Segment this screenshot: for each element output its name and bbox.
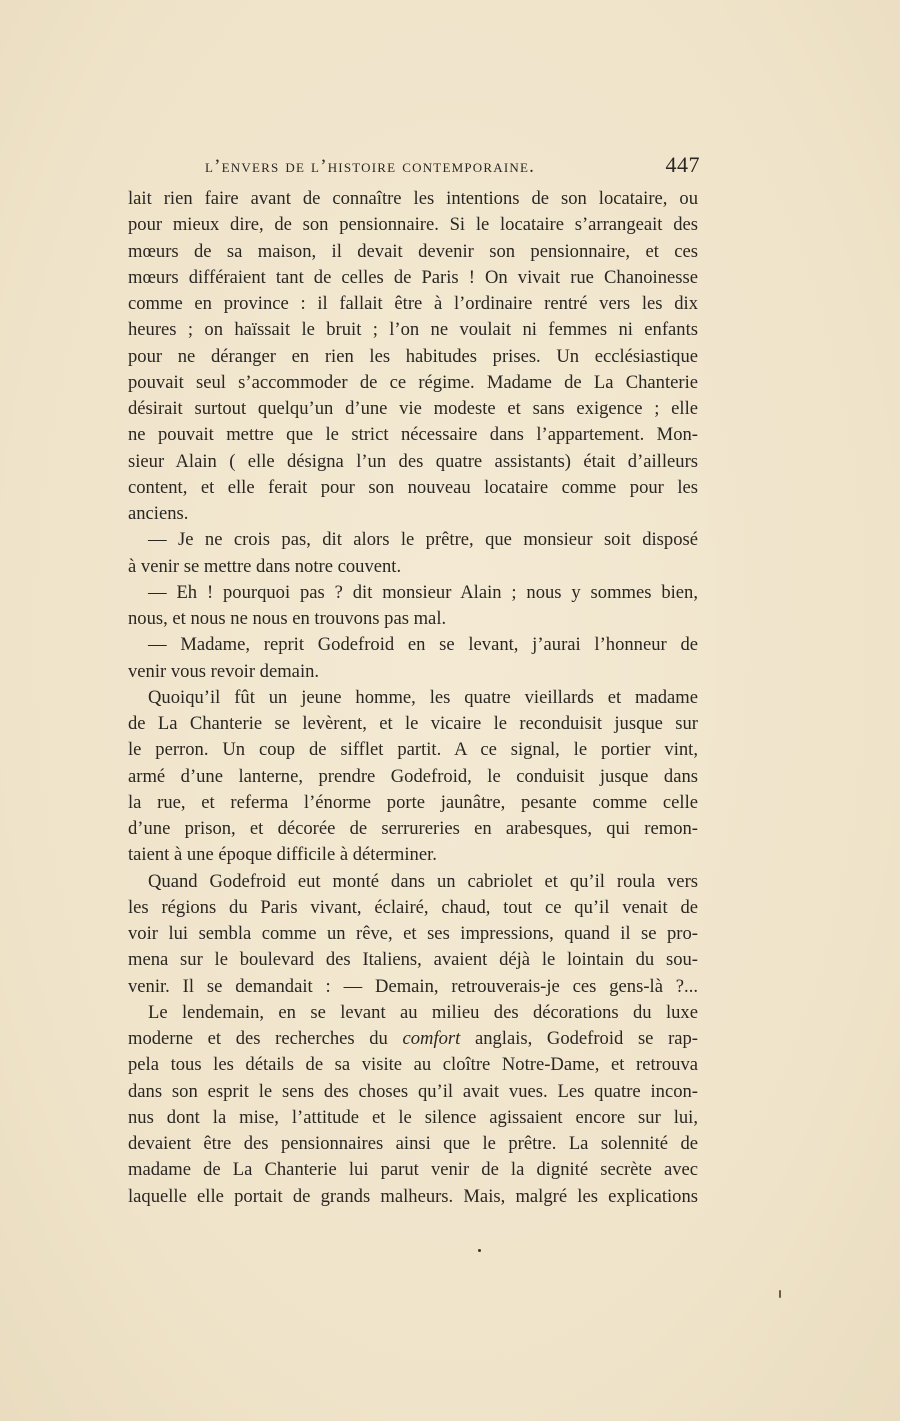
text-line: nus dont la mise, l’attitude et le silence agissaient encore sur lui,	[128, 1106, 698, 1128]
text-line: désirait surtout quelqu’un d’une vie modeste et sans exigence ; elle	[128, 398, 698, 419]
text-line: nous, et nous ne nous en trouvons pas mal.	[128, 608, 447, 629]
text-line: laquelle elle portait de grands malheurs. Mais, malgré les explications	[128, 1185, 698, 1207]
text-line: — Eh ! pourquoi pas ? dit monsieur Alain ; nous y sommes bien,	[148, 581, 698, 603]
text-line: comme en province : il fallait être à l’ordinaire rentré vers les dix	[128, 293, 698, 314]
text-line: à venir se mettre dans notre couvent.	[128, 555, 402, 577]
text-line: venir. Il se demandait : — Demain, retrouverais-je ces gens-là ?...	[128, 975, 698, 997]
text-line: Quoiqu’il fût un jeune homme, les quatre vieillards et madame	[148, 686, 698, 708]
text-line: mena sur le boulevard des Italiens, avaient déjà le lointain du sou-	[128, 949, 698, 971]
text-line: ne pouvait mettre que le strict nécessaire dans l’appartement. Mon-	[128, 424, 698, 446]
text-line: mœurs de sa maison, il devait devenir son pensionnaire, et ces	[128, 240, 698, 262]
text-line: moderne et des recherches du comfort anglais, Godefroid se rap-	[128, 1028, 698, 1049]
text-line: d’une prison, et décorée de serrureries en arabesques, qui remon-	[128, 818, 698, 839]
text-line: armé d’une lanterne, prendre Godefroid, le conduisit jusque dans	[128, 765, 698, 787]
text-line: les régions du Paris vivant, éclairé, chaud, tout ce qu’il venait de	[128, 896, 698, 918]
text-line: devaient être des pensionnaires ainsi que le prêtre. La solennité de	[128, 1133, 698, 1154]
text-line: pour mieux dire, de son pensionnaire. Si le locataire s’arrangeait des	[128, 214, 698, 236]
paper-mark	[779, 1290, 781, 1298]
text-line: anciens.	[128, 503, 189, 524]
body-text	[128, 186, 698, 1210]
text-line: madame de La Chanterie lui parut venir de la dignité secrète avec	[128, 1159, 698, 1181]
text-line: — Je ne crois pas, dit alors le prêtre, que monsieur soit disposé	[148, 529, 698, 551]
text-line: mœurs différaient tant de celles de Paris ! On vivait rue Chanoinesse	[128, 266, 698, 288]
text-line: pela tous les détails de sa visite au cloître Notre-Dame, et retrouva	[128, 1054, 698, 1076]
running-title: l’envers de l’histoire contemporaine.	[205, 156, 536, 177]
text-line: la rue, et referma l’énorme porte jaunâtre, pesante comme celle	[128, 791, 698, 813]
text-line: taient à une époque difficile à déterminer.	[128, 844, 437, 866]
running-head	[205, 152, 700, 182]
text-line: dans son esprit le sens des choses qu’il avait vues. Les quatre incon-	[128, 1080, 698, 1102]
text-line: — Madame, reprit Godefroid en se levant, j’aurai l’honneur de	[148, 634, 698, 656]
text-line: Quand Godefroid eut monté dans un cabriolet et qu’il roula vers	[148, 870, 698, 892]
text-line: le perron. Un coup de sifflet partit. A ce signal, le portier vint,	[128, 739, 698, 761]
text-line: voir lui sembla comme un rêve, et ses impressions, quand il se pro-	[128, 923, 698, 944]
text-line: lait rien faire avant de connaître les intentions de son locataire, ou	[128, 188, 698, 209]
text-line: venir vous revoir demain.	[128, 660, 320, 682]
text-line: sieur Alain ( elle désigna l’un des quatre assistants) était d’ailleurs	[128, 450, 698, 472]
text-line: content, et elle ferait pour son nouveau locataire comme pour les	[128, 476, 698, 498]
text-line: pour ne déranger en rien les habitudes prises. Un ecclésiastique	[128, 345, 698, 367]
text-line: heures ; on haïssait le bruit ; l’on ne voulait ni femmes ni enfants	[128, 319, 698, 341]
text-line: de La Chanterie se levèrent, et le vicaire le reconduisit jusque sur	[128, 713, 698, 734]
text-line: Le lendemain, en se levant au milieu des décorations du luxe	[148, 1001, 698, 1023]
ink-speck	[478, 1249, 481, 1252]
page-number: 447	[665, 152, 700, 177]
text-line: pouvait seul s’accommoder de ce régime. Madame de La Chanterie	[128, 371, 698, 393]
